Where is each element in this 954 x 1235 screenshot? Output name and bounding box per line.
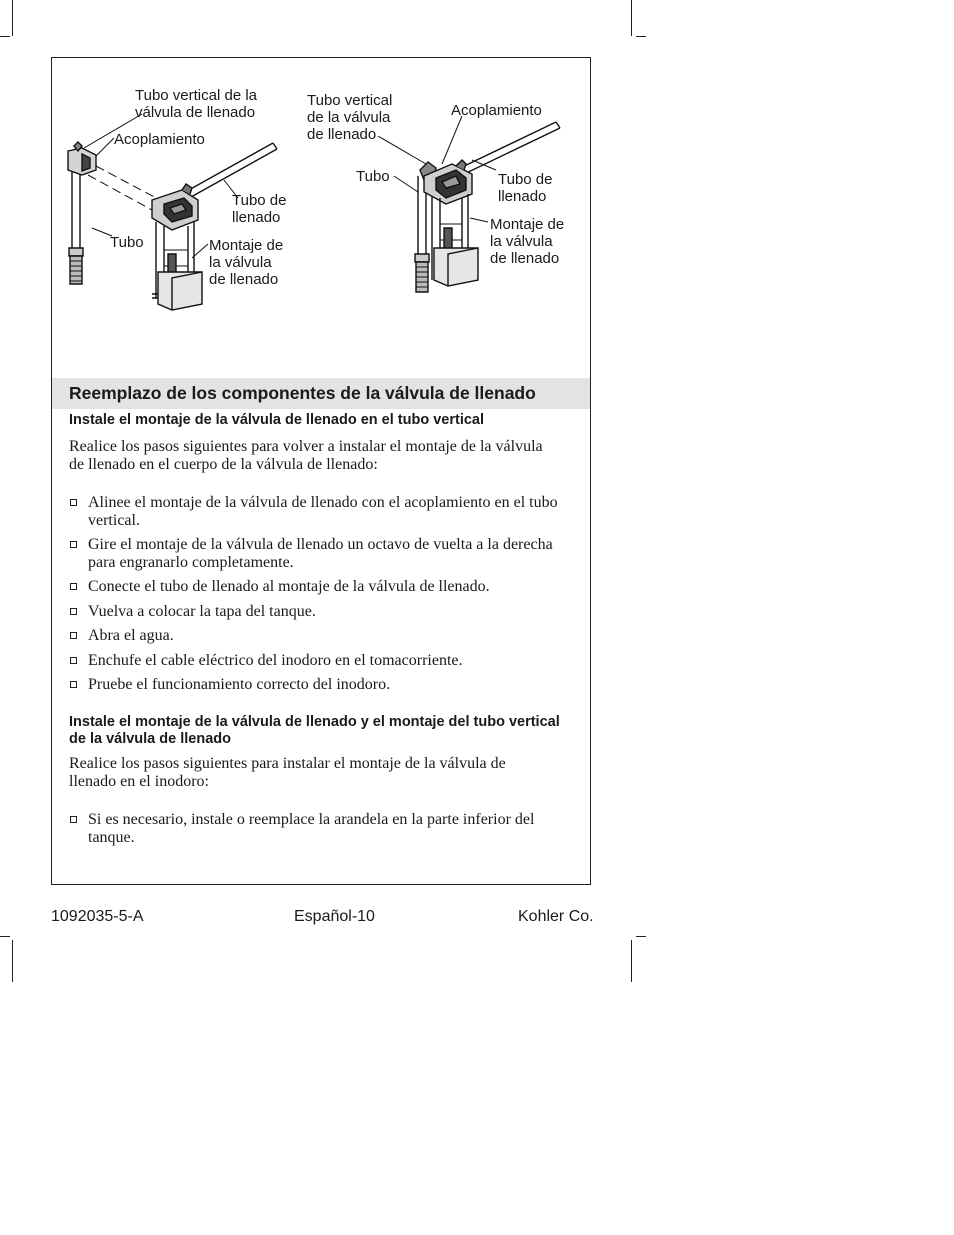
footer-page-number: Español-10 bbox=[294, 908, 375, 925]
checkbox-square-icon bbox=[70, 583, 77, 590]
label-standpipe-left: Tubo vertical de la válvula de llenado bbox=[135, 87, 258, 121]
part2-intro: Realice los pasos siguientes para instalar el montaje de la válvula de llenado en el inodoro: bbox=[69, 755, 506, 790]
list-item: Abra el agua. bbox=[69, 627, 559, 645]
content-frame bbox=[51, 57, 591, 885]
list-item: Alinee el montaje de la válvula de llenado con el acoplamiento en el tubo vertical. bbox=[69, 494, 559, 529]
section-title: Reemplazo de los componentes de la válvula de llenado bbox=[69, 383, 536, 403]
list-item: Conecte el tubo de llenado al montaje de la válvula de llenado. bbox=[69, 578, 559, 596]
crop-mark bbox=[12, 0, 13, 36]
part1-step-list bbox=[69, 494, 559, 694]
checkbox-square-icon bbox=[70, 681, 77, 688]
label-fill-tube-right: Tubo de llenado bbox=[498, 171, 553, 205]
list-item: Si es necesario, instale o reemplace la arandela en la parte inferior del tanque. bbox=[69, 811, 559, 846]
checkbox-square-icon bbox=[70, 632, 77, 639]
list-item: Vuelva a colocar la tapa del tanque. bbox=[69, 603, 559, 621]
checkbox-square-icon bbox=[70, 499, 77, 506]
part1-heading: Instale el montaje de la válvula de llenado en el tubo vertical bbox=[69, 412, 484, 428]
checkbox-square-icon bbox=[70, 541, 77, 548]
label-tube-right: Tubo bbox=[356, 168, 390, 185]
label-tube-left: Tubo bbox=[110, 234, 144, 251]
label-coupling-right: Acoplamiento bbox=[451, 102, 542, 119]
crop-mark bbox=[636, 36, 646, 37]
crop-mark bbox=[631, 940, 632, 982]
label-coupling-left: Acoplamiento bbox=[114, 131, 205, 148]
part1-intro: Realice los pasos siguientes para volver a instalar el montaje de la válvula de llenado en el cuerpo de la válvula de llenado: bbox=[69, 438, 543, 473]
part2-heading: Instale el montaje de la válvula de llenado y el montaje del tubo vertical de la válvula de llenado bbox=[69, 714, 560, 747]
list-item: Pruebe el funcionamiento correcto del inodoro. bbox=[69, 676, 559, 694]
fill-valve-illustration bbox=[52, 58, 592, 378]
label-valve-assembly-right: Montaje de la válvula de llenado bbox=[490, 216, 565, 267]
crop-mark bbox=[631, 0, 632, 36]
label-valve-assembly-left: Montaje de la válvula de llenado bbox=[209, 237, 284, 288]
footer-company: Kohler Co. bbox=[518, 908, 594, 925]
checkbox-square-icon bbox=[70, 657, 77, 664]
crop-mark bbox=[636, 936, 646, 937]
label-fill-tube-left: Tubo de llenado bbox=[232, 192, 287, 226]
crop-mark bbox=[0, 936, 10, 937]
footer-doc-number: 1092035-5-A bbox=[51, 908, 144, 925]
crop-mark bbox=[12, 940, 13, 982]
section-header bbox=[52, 378, 590, 409]
list-item: Enchufe el cable eléctrico del inodoro en el tomacorriente. bbox=[69, 652, 559, 670]
part2-step-list bbox=[69, 811, 559, 846]
label-standpipe-right: Tubo vertical de la válvula de llenado bbox=[307, 92, 393, 143]
checkbox-square-icon bbox=[70, 816, 77, 823]
checkbox-square-icon bbox=[70, 608, 77, 615]
crop-mark bbox=[0, 36, 10, 37]
list-item: Gire el montaje de la válvula de llenado un octavo de vuelta a la derecha para engranarlo completamente. bbox=[69, 536, 559, 571]
